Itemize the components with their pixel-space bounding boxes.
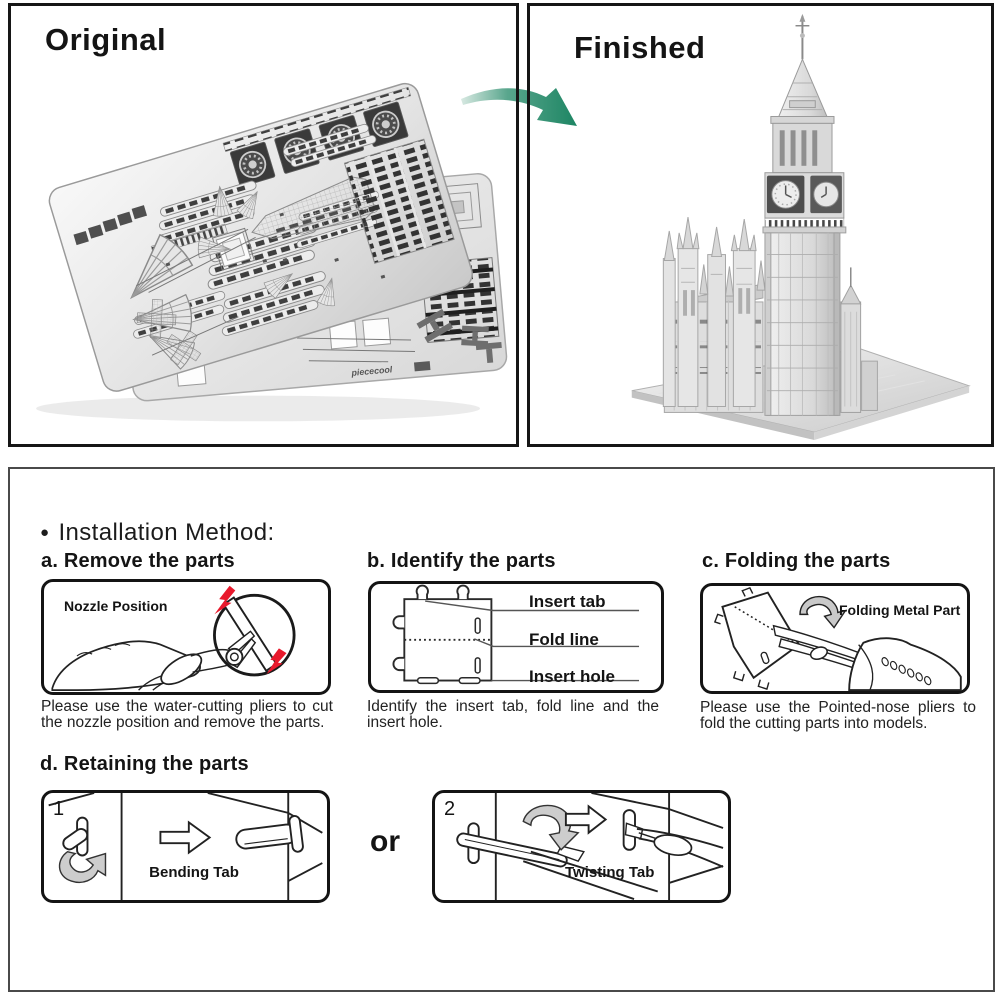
remove-parts-figure xyxy=(41,579,331,695)
twisting-tab-illustration xyxy=(435,793,728,900)
right-arrow-icon xyxy=(566,806,606,833)
option-2-number: 2 xyxy=(444,798,456,820)
insert-hole-label: Insert hole xyxy=(529,667,615,686)
step-a-caption: Please use the water-cutting pliers to cut the nozzle position and remove the parts. xyxy=(41,698,333,731)
fold-line-label: Fold line xyxy=(529,630,599,649)
bending-tab-illustration xyxy=(44,793,327,900)
brand-text: piececool xyxy=(351,364,393,378)
clock-face-side xyxy=(810,176,842,213)
brand-logo-block xyxy=(414,361,430,371)
nozzle-position-label: Nozzle Position xyxy=(64,598,168,614)
right-arrow-icon xyxy=(160,822,209,852)
twist-arrow-icon xyxy=(523,805,578,849)
option-1-number: 1 xyxy=(53,798,65,820)
folding-metal-part-label: Folding Metal Part xyxy=(839,602,961,618)
twisting-tab-figure xyxy=(432,790,731,903)
clock-face-front xyxy=(767,176,804,213)
step-d-title: d. Retaining the parts xyxy=(40,753,249,775)
step-b-caption: Identify the insert tab, fold line and the insert hole. xyxy=(367,698,659,731)
folding-parts-figure xyxy=(700,583,970,694)
panel-installation xyxy=(8,467,995,992)
side-tower xyxy=(841,267,878,412)
abbey-cluster xyxy=(663,217,765,412)
step-c-caption: Please use the Pointed-nose pliers to fold the cutting parts into models. xyxy=(700,699,976,732)
installation-heading: ● Installation Method: xyxy=(40,519,275,546)
or-label: or xyxy=(370,825,400,858)
bullet-icon: ● xyxy=(40,524,50,541)
part-diagram xyxy=(371,584,661,690)
step-c-title: c. Folding the parts xyxy=(702,550,891,572)
clock-tower xyxy=(763,14,846,416)
bending-tab-label: Bending Tab xyxy=(149,864,239,881)
identify-parts-figure xyxy=(368,581,664,693)
step-b-title: b. Identify the parts xyxy=(367,550,556,572)
step-a-title: a. Remove the parts xyxy=(41,550,235,572)
bending-tab-figure xyxy=(41,790,330,903)
twisting-tab-label: Twisting Tab xyxy=(565,864,655,881)
original-label: Original xyxy=(45,22,167,57)
pointed-nose-pliers xyxy=(774,626,961,690)
insert-tab-label: Insert tab xyxy=(529,592,606,611)
finished-label: Finished xyxy=(574,30,706,65)
hand-illustration xyxy=(52,641,206,690)
green-arrow-icon xyxy=(440,68,600,148)
